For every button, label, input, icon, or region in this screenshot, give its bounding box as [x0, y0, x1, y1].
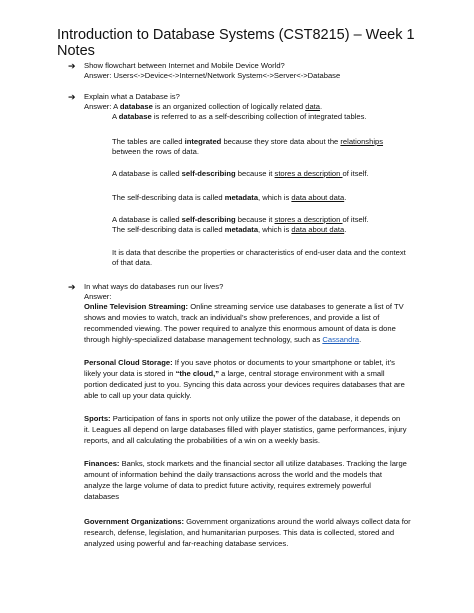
- title-line-1: Introduction to Database Systems (CST8215) – Week 1: [57, 27, 415, 43]
- q2-answer-line-4: A database is called self-describing because it stores a description of itself.: [112, 169, 369, 178]
- tv-heading: Online Television Streaming:: [84, 302, 189, 311]
- tv-line-3: recommended viewing. The power required to analyze this enormous amount of data is done: [84, 324, 396, 333]
- cloud-heading: Personal Cloud Storage:: [84, 358, 173, 367]
- q2-question: Explain what a Database is?: [84, 92, 180, 101]
- sports-line-3: reports, and all calculating the probabilities of a win on a weekly basis.: [84, 436, 320, 445]
- cloud-line-2: likely your data is stored in “the cloud,” a large, central storage environment with a small: [84, 369, 385, 378]
- tv-line-4: through highly-specialized database management technology, such as Cassandra.: [84, 335, 362, 344]
- arrow-bullet-icon: ➔: [68, 61, 76, 71]
- cassandra-link[interactable]: Cassandra: [322, 335, 360, 344]
- q1-question: Show flowchart between Internet and Mobile Device World?: [84, 61, 285, 70]
- cloud-line-3: portion dedicated just to you. Syncing this data across your devices requires databases that are: [84, 380, 405, 389]
- q2-answer-line-6: A database is called self-describing because it stores a description of itself.: [112, 215, 369, 224]
- cloud-line-4: able to call up your data quickly.: [84, 391, 192, 400]
- gov-line-1: Government Organizations: Government organizations around the world always collect data for: [84, 517, 411, 526]
- q3-answer-label: Answer:: [84, 292, 112, 301]
- finances-line-4: databases: [84, 492, 120, 501]
- finances-line-1: Finances: Banks, stock markets and the financial sector all utilize databases. Tracking the large: [84, 459, 407, 468]
- q2-answer-line-2: A database is referred to as a self-describing collection of integrated tables.: [112, 112, 367, 121]
- q2-answer-line-8a: It is data that describe the properties or characteristics of end-user data and the context: [112, 248, 406, 257]
- q2-answer-line-3: The tables are called integrated because they store data about the relationships: [112, 137, 384, 146]
- gov-line-2: research, defense, legislation, and humanitarian purposes. This data is collected, stored and: [84, 528, 395, 537]
- q2-answer-line-5: The self-describing data is called metadata, which is data about data.: [112, 193, 347, 202]
- arrow-bullet-icon: ➔: [68, 282, 76, 292]
- q2-answer-line-8b: of that data.: [112, 258, 153, 267]
- tv-line-2: shows and movies to watch, track an individual’s show preferences, and provide a list of: [84, 313, 380, 322]
- q2-answer-line-3b: between the rows of data.: [112, 147, 199, 156]
- sports-heading: Sports:: [84, 414, 111, 423]
- q2-answer-line-1: Answer: A database is an organized collection of logically related data.: [84, 102, 323, 111]
- q1-answer: Answer: Users<->Device<->Internet/Network System<->Server<->Database: [84, 71, 341, 80]
- q3-question: In what ways do databases run our lives?: [84, 282, 224, 291]
- gov-line-3: analyzed using powerful and far-reaching database services.: [84, 539, 289, 548]
- finances-line-2: amount of information behind the daily transactions across the world and the models that: [84, 470, 383, 479]
- sports-line-2: it. Leagues all depend on large databases filled with player statistics, game performances, injury: [84, 425, 407, 434]
- document-title: [57, 27, 437, 59]
- cloud-line-1: Personal Cloud Storage: If you save photos or documents to your smartphone or tablet, it’s: [84, 358, 395, 367]
- q2-answer-line-7: The self-describing data is called metadata, which is data about data.: [112, 225, 347, 234]
- arrow-bullet-icon: ➔: [68, 92, 76, 102]
- finances-heading: Finances:: [84, 459, 120, 468]
- gov-heading: Government Organizations:: [84, 517, 184, 526]
- tv-line-1: Online Television Streaming: Online streaming service use databases to generate a list of TV: [84, 302, 404, 311]
- finances-line-3: analyze the large volume of data to predict future activity, requires extremely powerful: [84, 481, 371, 490]
- title-line-2: Notes: [57, 43, 95, 59]
- sports-line-1: Sports: Participation of fans in sports not only utilize the power of the database, it depends on: [84, 414, 401, 423]
